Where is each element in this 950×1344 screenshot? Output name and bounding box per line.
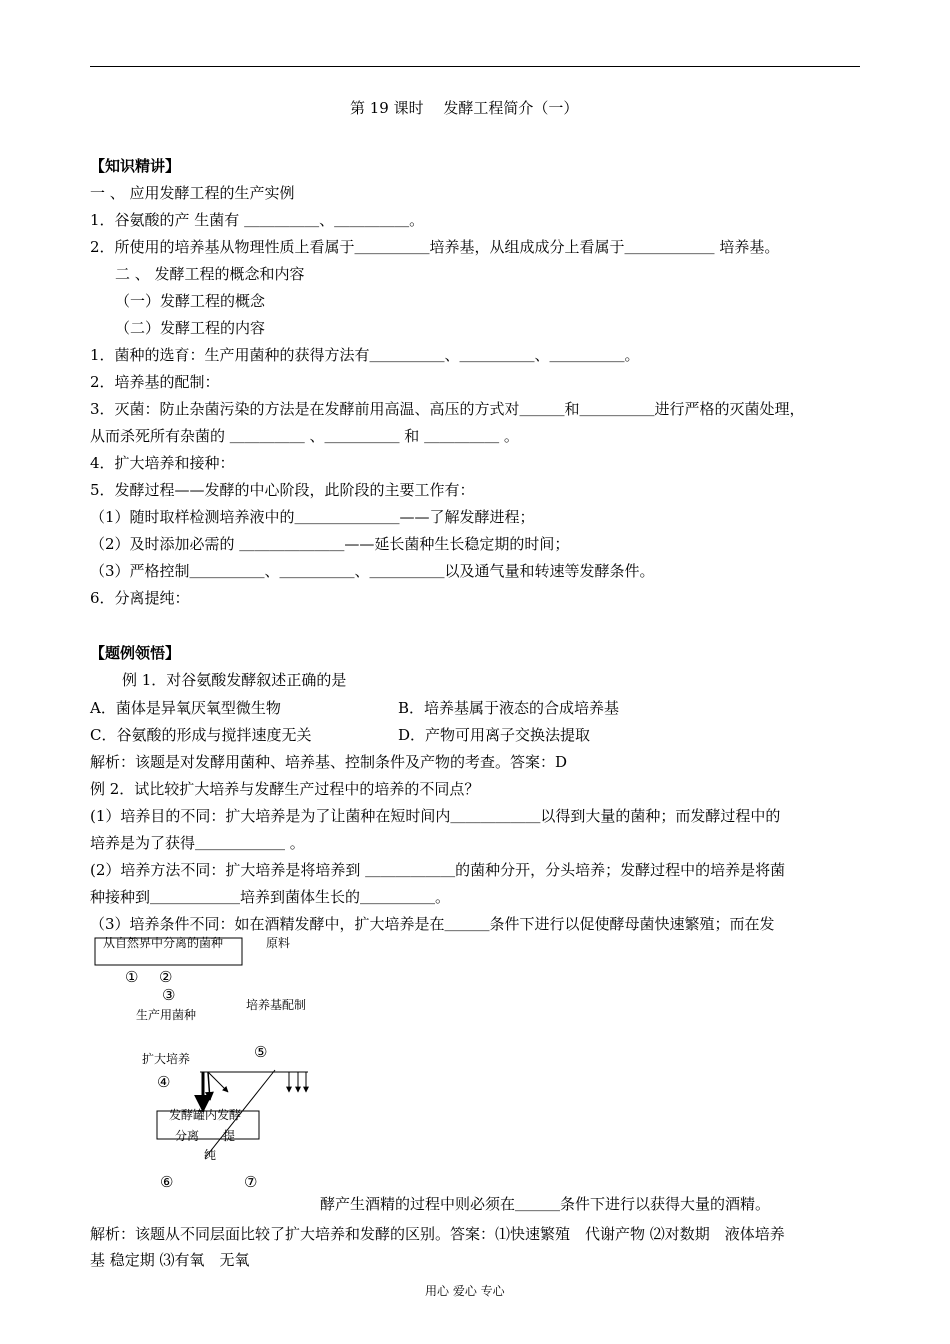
- examples-heading: 【题例领悟】: [90, 644, 181, 662]
- knowledge-heading: 【知识精讲】: [90, 157, 181, 175]
- example-2-line-1: (1）培养目的不同：扩大培养是为了让菌种在短时间内＿＿＿＿＿＿以得到大量的菌种；而发酵过程中的: [90, 807, 781, 825]
- source-strain-label: 从自然界中分离的菌种: [103, 936, 224, 950]
- expand-culture-label: 扩大培养: [142, 1052, 191, 1066]
- content-item-1: 1．菌种的选育：生产用菌种的获得方法有＿＿＿＿＿、＿＿＿＿＿、＿＿＿＿＿。: [90, 346, 640, 364]
- content-item-3-cont: 从而杀死所有杂菌的 ＿＿＿＿＿ 、＿＿＿＿＿ 和 ＿＿＿＿＿ 。: [90, 427, 519, 445]
- subsection-concept: （一）发酵工程的概念: [115, 292, 266, 310]
- marker-7: ⑦: [244, 1173, 258, 1191]
- marker-6: ⑥: [160, 1173, 174, 1191]
- example-1-option-b: B．培养基属于液态的合成培养基: [398, 699, 620, 717]
- example-1-analysis: 解析：该题是对发酵用菌种、培养基、控制条件及产物的考查。答案：D: [90, 753, 568, 771]
- production-strain-label: 生产用菌种: [136, 1008, 197, 1022]
- example-1-option-d: D．产物可用离子交换法提取: [398, 726, 591, 744]
- footer-motto: 用心 爱心 专心: [425, 1284, 505, 1298]
- marker-2: ②: [159, 968, 173, 986]
- content-item-3: 3．灭菌：防止杂菌污染的方法是在发酵前用高温、高压的方式对＿＿＿和＿＿＿＿＿进行严格的灭菌处理，: [90, 400, 805, 418]
- purification-label: 纯: [204, 1148, 217, 1162]
- flow-arrow: [208, 1072, 228, 1092]
- content-item-5: 5．发酵过程——发酵的中心阶段，此阶段的主要工作有：: [90, 481, 475, 499]
- example-2-analysis-2: 基 稳定期 ⑶有氧 无氧: [90, 1251, 250, 1269]
- separation-label: 分离 提: [175, 1129, 236, 1143]
- section-one-title: 一 、 应用发酵工程的生产实例: [90, 184, 295, 202]
- medium-prep-label: 培养基配制: [246, 998, 307, 1012]
- content-item-4: 4．扩大培养和接种：: [90, 454, 235, 472]
- content-item-5-3: （3）严格控制＿＿＿＿＿、＿＿＿＿＿、＿＿＿＿＿以及通气量和转速等发酵条件。: [90, 562, 655, 580]
- subsection-content: （二）发酵工程的内容: [115, 319, 266, 337]
- fermenter-label: 发酵罐内发酵: [169, 1108, 242, 1122]
- example-2-analysis-1: 解析：该题从不同层面比较了扩大培养和发酵的区别。答案：⑴快速繁殖 代谢产物 ⑵对数期 液体培养: [90, 1225, 785, 1243]
- flow-arrow: [208, 1072, 210, 1100]
- content-item-6: 6．分离提纯：: [90, 589, 190, 607]
- marker-4: ④: [157, 1073, 171, 1091]
- raw-material-label: 原料: [266, 936, 291, 950]
- content-item-5-2: （2）及时添加必需的 ＿＿＿＿＿＿＿——延长菌种生长稳定期的时间；: [90, 535, 570, 553]
- example-2-line-3: (2）培养方法不同：扩大培养是将培养到 ＿＿＿＿＿＿的菌种分开，分头培养；发酵过程中的培养是将菌: [90, 861, 786, 879]
- example-2-question: 例 2．试比较扩大培养与发酵生产过程中的培养的不同点？: [90, 780, 480, 798]
- example-1-option-c: C．谷氨酸的形成与搅拌速度无关: [90, 726, 312, 744]
- example-2-line-5: （3）培养条件不同：如在酒精发酵中，扩大培养是在＿＿＿条件下进行以促使酵母菌快速繁殖；而在发: [90, 915, 775, 933]
- content-item-5-1: （1）随时取样检测培养液中的＿＿＿＿＿＿＿——了解发酵进程；: [90, 508, 535, 526]
- section-two-title: 二 、 发酵工程的概念和内容: [115, 265, 305, 283]
- marker-3: ③: [162, 986, 176, 1004]
- content-item-2: 2．培养基的配制：: [90, 373, 220, 391]
- marker-5: ⑤: [254, 1043, 268, 1061]
- example-1-question: 例 1．对谷氨酸发酵叙述正确的是: [122, 671, 347, 689]
- example-1-option-a: A．菌体是异氧厌氧型微生物: [90, 699, 281, 717]
- example-2-line-5-cont: 酵产生酒精的过程中则必须在＿＿＿条件下进行以获得大量的酒精。: [320, 1195, 771, 1213]
- item-1-producers: 1．谷氨酸的产 生菌有 ＿＿＿＿＿、＿＿＿＿＿。: [90, 211, 425, 229]
- example-2-line-2: 培养是为了获得＿＿＿＿＿＿ 。: [90, 834, 305, 852]
- page-title: 第 19 课时 发酵工程简介（一）: [350, 99, 579, 117]
- item-2-medium: 2．所使用的培养基从物理性质上看属于＿＿＿＿＿培养基，从组成成分上看属于＿＿＿＿＿＿ 培养基。: [90, 238, 780, 256]
- example-2-line-4: 种接种到＿＿＿＿＿＿培养到菌体生长的＿＿＿＿＿。: [90, 888, 451, 906]
- marker-1: ①: [125, 968, 139, 986]
